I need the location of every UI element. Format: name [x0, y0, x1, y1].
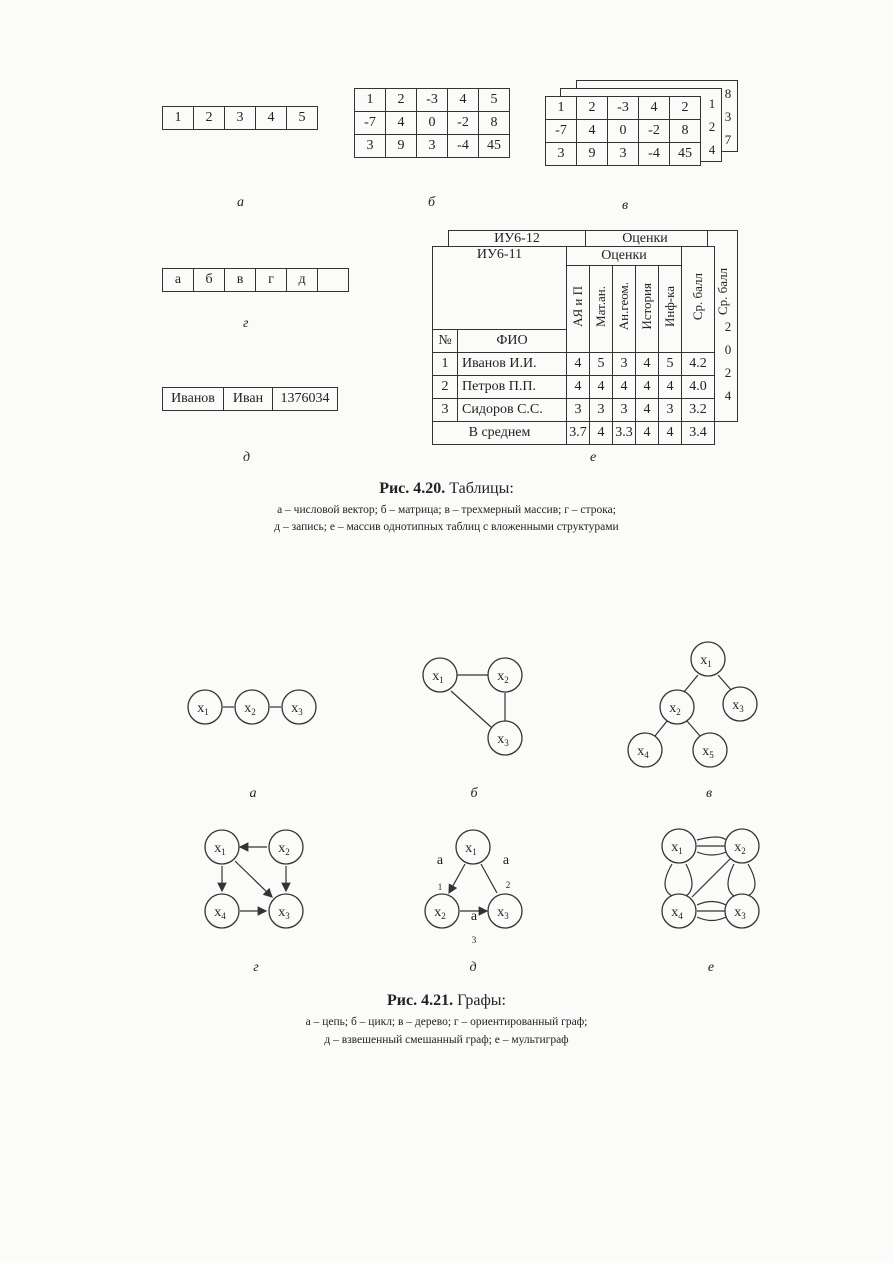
label-b-420: б	[428, 195, 436, 210]
caption-title	[0, 992, 893, 1010]
cube-cell: 4	[577, 120, 608, 143]
label-d-421: д	[469, 960, 477, 975]
avg-row-cell: 3.7	[567, 422, 590, 445]
node-label: $x_1$	[197, 701, 209, 717]
vector-cell: 2	[194, 107, 225, 130]
edge	[235, 861, 272, 897]
edge	[655, 721, 667, 736]
cube-far-value: 7	[724, 132, 732, 147]
row-cell: г	[256, 269, 287, 292]
grade-cell: 4	[567, 376, 590, 399]
record-cell: 1376034	[273, 388, 338, 411]
cube-cell: 0	[608, 120, 639, 143]
label-e-421: е	[707, 960, 715, 975]
caption-title-rest: Таблицы:	[445, 480, 514, 497]
col-header: Ан.геом.	[616, 282, 631, 331]
edge	[481, 864, 497, 893]
fio-header: ФИО	[458, 330, 567, 353]
label-v-421: в	[705, 786, 713, 801]
cube-cell: 3	[608, 143, 639, 166]
cube-cell: 4	[639, 97, 670, 120]
cube-far-value: 8	[724, 86, 732, 101]
node-label: $x_5$	[702, 744, 714, 760]
matrix-cell: 3	[355, 135, 386, 158]
back-avg-header: Ср. балл	[715, 267, 730, 315]
row-cell: б	[194, 269, 225, 292]
grade-cell: 4	[613, 376, 636, 399]
matrix-cell: 4	[386, 112, 417, 135]
back-group-header: ИУ6-12	[449, 231, 586, 250]
col-header: Инф-ка	[662, 286, 677, 327]
node-label: $x_2$	[497, 669, 509, 685]
edge	[692, 859, 730, 897]
matrix-cell: -2	[448, 112, 479, 135]
cube-cell: 45	[670, 143, 701, 166]
label-v-420: в	[622, 198, 629, 213]
row-num: 2	[433, 376, 458, 399]
grade-cell: 4	[636, 399, 659, 422]
grade-cell: 3	[613, 353, 636, 376]
grade-cell: 4	[636, 376, 659, 399]
grade-cell: 5	[659, 353, 682, 376]
matrix-cell: 8	[479, 112, 510, 135]
grade-cell: 4	[567, 353, 590, 376]
grade-cell: 3	[590, 399, 613, 422]
back-avg-value: 2	[724, 319, 732, 334]
matrix-cell: 4	[448, 89, 479, 112]
avg-row-label: В среднем	[433, 422, 567, 445]
cube-cell: -4	[639, 143, 670, 166]
avg-row-cell: 4	[636, 422, 659, 445]
avg-row-cell: 4	[659, 422, 682, 445]
matrix-cell: 3	[417, 135, 448, 158]
matrix-cell: -3	[417, 89, 448, 112]
caption-title-bold: Рис. 4.21.	[387, 992, 454, 1009]
grade-cell: 4	[590, 376, 613, 399]
label-g-421: г	[253, 960, 259, 975]
group-header: ИУ6-11	[433, 247, 567, 330]
caption-line-1: а – цепь; б – цикл; в – дерево; г – ориентированный граф;	[305, 1016, 588, 1028]
edge	[449, 864, 465, 893]
edge-weight: 3	[471, 935, 477, 945]
edge	[687, 721, 700, 736]
matrix-cell: -4	[448, 135, 479, 158]
edge-label: a	[436, 853, 444, 868]
cube-cell: 3	[546, 143, 577, 166]
grades-header: Оценки	[567, 247, 682, 266]
row-cell: в	[225, 269, 256, 292]
cube-cell: 8	[670, 120, 701, 143]
label-g-420: г	[243, 316, 249, 331]
edge	[697, 917, 726, 921]
cube-cell: 2	[577, 97, 608, 120]
edge	[684, 675, 698, 692]
grade-cell: 4	[636, 353, 659, 376]
node-label: $x_3$	[497, 905, 509, 921]
row-num: 3	[433, 399, 458, 422]
record-cell: Иванов	[163, 388, 224, 411]
record-cell: Иван	[224, 388, 273, 411]
node-label: $x_4$	[637, 744, 649, 760]
node-label: $x_2$	[434, 905, 446, 921]
label-b-421: б	[470, 786, 478, 801]
cube-cell: 2	[670, 97, 701, 120]
node-label: $x_3$	[278, 905, 290, 921]
node-label: $x_3$	[291, 701, 303, 717]
back-avg-value: 2	[724, 365, 732, 380]
node-label: $x_2$	[244, 701, 256, 717]
vector-cell: 5	[287, 107, 318, 130]
col-header: Мат.ан.	[593, 286, 608, 327]
label-e-420: е	[590, 450, 597, 465]
caption-line-2: д – запись; е – массив однотипных таблиц с вложенными структурами	[274, 521, 619, 533]
edge	[748, 864, 755, 896]
row-fio: Иванов И.И.	[458, 353, 567, 376]
col-header: История	[639, 283, 654, 330]
node-label: $x_1$	[700, 653, 712, 669]
edge-label: a	[502, 853, 510, 868]
label-a-421: а	[249, 786, 257, 801]
grade-cell: 3	[567, 399, 590, 422]
row-fio: Сидоров С.С.	[458, 399, 567, 422]
edge	[697, 852, 726, 855]
col-header: АЯ и П	[570, 286, 585, 327]
matrix-cell: -7	[355, 112, 386, 135]
cube-cell: -2	[639, 120, 670, 143]
vector-cell: 3	[225, 107, 256, 130]
node-label: $x_3$	[497, 732, 509, 748]
row-num: 1	[433, 353, 458, 376]
avg-row-cell: 3.3	[613, 422, 636, 445]
node-label: $x_1$	[671, 840, 683, 856]
edge	[697, 837, 726, 840]
cube-cell: -7	[546, 120, 577, 143]
caption-line-1: а – числовой вектор; б – матрица; в – трехмерный массив; г – строка;	[277, 504, 616, 516]
edge	[718, 675, 732, 691]
cube-cell: 1	[546, 97, 577, 120]
edge-label: a	[470, 909, 478, 924]
cube-back-value: 1	[708, 96, 716, 111]
avg-cell: 3.2	[682, 399, 715, 422]
avg-row-cell: 4	[590, 422, 613, 445]
matrix-cell: 9	[386, 135, 417, 158]
caption-title-rest: Графы:	[453, 992, 506, 1009]
grade-cell: 3	[659, 399, 682, 422]
caption-line-2: д – взвешенный смешанный граф; е – мультиграф	[324, 1034, 569, 1046]
cube-cell: 9	[577, 143, 608, 166]
back-grades-header: Оценки	[585, 231, 705, 250]
grade-cell: 5	[590, 353, 613, 376]
node-label: $x_1$	[465, 841, 477, 857]
cube-back-value: 4	[708, 142, 716, 157]
node-label: $x_4$	[671, 905, 683, 921]
back-avg-value: 4	[724, 388, 732, 403]
row-cell: д	[287, 269, 318, 292]
cube-cell: -3	[608, 97, 639, 120]
node-label: $x_4$	[214, 905, 226, 921]
avg-row-total: 3.4	[682, 422, 715, 445]
cube-back-value: 2	[708, 119, 716, 134]
edge	[686, 864, 692, 896]
grade-cell: 4	[659, 376, 682, 399]
matrix-cell: 45	[479, 135, 510, 158]
caption-title-bold: Рис. 4.20.	[379, 480, 446, 497]
figure-421-caption	[0, 992, 893, 1046]
vector-cell: 1	[163, 107, 194, 130]
avg-cell: 4.0	[682, 376, 715, 399]
edge	[728, 864, 734, 896]
num-header: №	[433, 330, 458, 353]
edge	[697, 902, 726, 906]
node-label: $x_3$	[734, 905, 746, 921]
cube-far-value: 3	[724, 109, 732, 124]
node-label: $x_2$	[278, 841, 290, 857]
node-label: $x_2$	[669, 701, 681, 717]
vector-cell: 4	[256, 107, 287, 130]
row-fio: Петров П.П.	[458, 376, 567, 399]
node-label: $x_1$	[432, 669, 444, 685]
matrix-cell: 5	[479, 89, 510, 112]
avg-col-header: Ср. балл	[690, 273, 705, 321]
edge-weight: 2	[505, 880, 511, 890]
edge	[665, 864, 672, 896]
matrix-cell: 1	[355, 89, 386, 112]
edge	[451, 691, 491, 727]
matrix-cell: 0	[417, 112, 448, 135]
edge-weight: 1	[437, 882, 443, 892]
back-avg-value: 0	[724, 342, 732, 357]
grade-cell: 3	[613, 399, 636, 422]
avg-cell: 4.2	[682, 353, 715, 376]
node-label: $x_3$	[732, 698, 744, 714]
node-label: $x_2$	[734, 840, 746, 856]
row-cell: а	[163, 269, 194, 292]
matrix-cell: 2	[386, 89, 417, 112]
label-d-420: д	[243, 450, 251, 465]
label-a-420: а	[237, 195, 244, 210]
node-label: $x_1$	[214, 841, 226, 857]
